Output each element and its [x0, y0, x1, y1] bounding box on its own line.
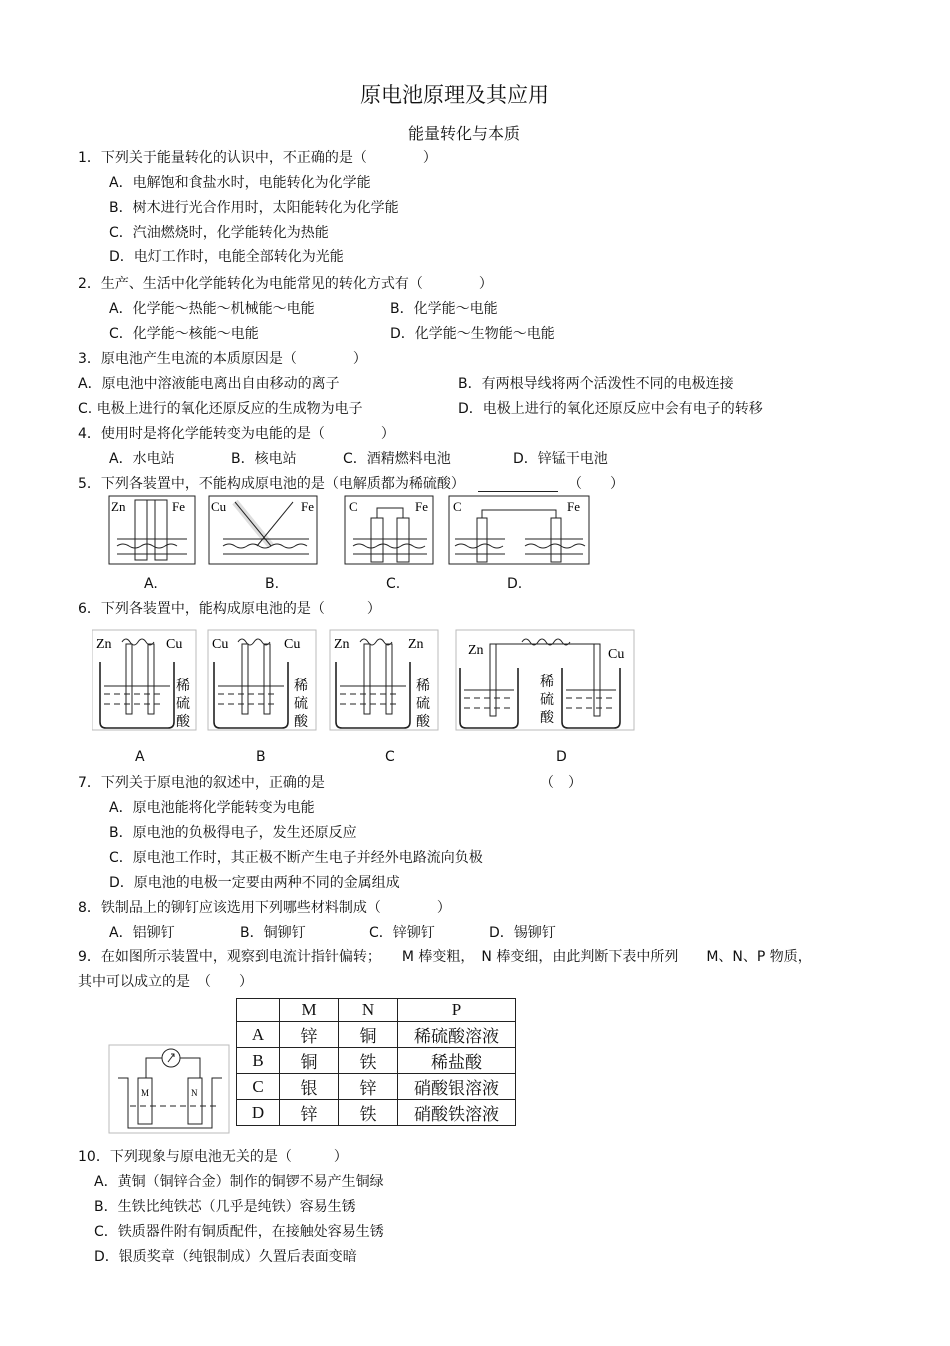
question-5-answer-paren: （ ） [568, 476, 624, 492]
question-9-stem-line1: 9．在如图所示装置中，观察到电流计指针偏转； M 棒变粗， N 棒变细，由此判断下表中所列 M、N、P 物质， [78, 949, 812, 965]
q5-d-electrode-left: C [453, 499, 462, 514]
question-4-option-b: B．核电站 [231, 451, 297, 467]
q6-label-d: D [556, 749, 567, 765]
q5-figure-b [209, 496, 317, 564]
q6-b-solution-2: 硫 [294, 697, 308, 712]
question-7-stem: 7．下列关于原电池的叙述中，正确的是 [78, 775, 325, 791]
question-2-option-a: A．化学能～热能～机械能～电能 [109, 301, 315, 317]
q6-figure-c [330, 630, 438, 730]
question-3-option-a: A．原电池中溶液能电离出自由移动的离子 [78, 376, 340, 392]
question-1-option-a: A．电解饱和食盐水时，电能转化为化学能 [109, 175, 371, 191]
q6-a-electrode-right: Cu [166, 637, 183, 652]
question-6-figures [92, 628, 637, 734]
q6-a-electrode-left: Zn [96, 637, 112, 652]
table-row [237, 1048, 516, 1074]
q6-label-a: A [135, 749, 145, 765]
table-cell: 稀盐酸 [398, 1048, 516, 1074]
q6-d-solution-1: 稀 [540, 675, 554, 690]
question-8-option-b: B．铜铆钉 [240, 925, 306, 941]
q6-b-solution-3: 酸 [294, 715, 308, 730]
q6-figure-a [92, 630, 196, 730]
question-2-stem: 2．生产、生活中化学能转化为电能常见的转化方式有（ ） [78, 276, 493, 292]
question-8-option-d: D．锡铆钉 [489, 925, 556, 941]
q6-c-solution-2: 硫 [416, 697, 430, 712]
table-cell: D [237, 1100, 280, 1126]
table-cell: 银 [280, 1074, 339, 1100]
q5-d-electrode-right: Fe [567, 499, 580, 514]
table-cell: 锌 [339, 1074, 398, 1100]
table-cell: 铜 [339, 1022, 398, 1048]
table-cell: C [237, 1074, 280, 1100]
question-10-option-d: D．银质奖章（纯银制成）久置后表面变暗 [94, 1249, 357, 1265]
question-9-stem-line2: 其中可以成立的是 （ ） [78, 974, 253, 990]
q6-d-solution-2: 硫 [540, 693, 554, 708]
question-10-option-c: C．铁质器件附有铜质配件，在接触处容易生锈 [94, 1224, 384, 1240]
q5-c-electrode-right: Fe [415, 499, 428, 514]
question-1-stem: 1．下列关于能量转化的认识中，不正确的是（ ） [78, 150, 437, 166]
table-cell: 锌 [280, 1100, 339, 1126]
question-1-option-d: D．电灯工作时，电能全部转化为光能 [109, 249, 344, 265]
q9-electrode-n: N [191, 1088, 198, 1098]
question-6-stem: 6．下列各装置中，能构成原电池的是（ ） [78, 601, 381, 617]
question-3-stem: 3．原电池产生电流的本质原因是（ ） [78, 351, 367, 367]
page-title: 原电池原理及其应用 [360, 83, 549, 107]
question-5-stem: 5．下列各装置中，不能构成原电池的是（电解质都为稀硫酸） [78, 476, 465, 492]
question-1-option-b: B．树木进行光合作用时，太阳能转化为化学能 [109, 200, 399, 216]
q6-a-solution-2: 硫 [176, 697, 190, 712]
question-2-option-d: D．化学能～生物能～电能 [390, 326, 555, 342]
table-cell: 铁 [339, 1048, 398, 1074]
question-8-option-a: A．铝铆钉 [109, 925, 175, 941]
q5-figure-c [345, 496, 433, 564]
table-cell: 硝酸银溶液 [398, 1074, 516, 1100]
q6-b-solution-1: 稀 [294, 679, 308, 694]
question-7-option-b: B．原电池的负极得电子，发生还原反应 [109, 825, 357, 841]
q6-figure-b [208, 630, 316, 730]
table-cell: A [237, 1022, 280, 1048]
table-cell: 稀硫酸溶液 [398, 1022, 516, 1048]
q5-a-electrode-right: Fe [172, 499, 185, 514]
question-7-option-d: D．原电池的电极一定要由两种不同的金属组成 [109, 875, 400, 891]
table-header-cell: M [280, 999, 339, 1022]
table-cell: 锌 [280, 1022, 339, 1048]
question-10-option-a: A．黄铜（铜锌合金）制作的铜锣不易产生铜绿 [94, 1174, 384, 1190]
question-7-answer-paren: （ ） [540, 775, 582, 791]
q5-label-b: B. [265, 576, 280, 592]
question-7-option-c: C．原电池工作时，其正极不断产生电子并经外电路流向负极 [109, 850, 483, 866]
table-row [237, 1100, 516, 1126]
q6-d-electrode-right: Cu [608, 647, 625, 662]
table-row [237, 1074, 516, 1100]
q5-figure-a [109, 496, 195, 564]
question-4-stem: 4．使用时是将化学能转变为电能的是（ ） [78, 426, 395, 442]
question-4-option-d: D．锌锰干电池 [513, 451, 608, 467]
q6-a-solution-3: 酸 [176, 715, 190, 730]
question-1-option-c: C．汽油燃烧时，化学能转化为热能 [109, 225, 329, 241]
q6-d-solution-3: 酸 [540, 711, 554, 726]
table-row [237, 1022, 516, 1048]
question-4-option-c: C．酒精燃料电池 [343, 451, 451, 467]
table-header-cell: N [339, 999, 398, 1022]
q6-c-electrode-right: Zn [408, 637, 424, 652]
q6-b-electrode-left: Cu [212, 637, 229, 652]
question-5-figures [105, 494, 595, 574]
section-heading: 能量转化与本质 [408, 124, 521, 143]
question-9-apparatus [108, 1044, 232, 1136]
question-3-option-c: C. 电极上进行的氧化还原反应的生成物为电子 [78, 401, 363, 417]
q5-a-electrode-left: Zn [111, 499, 126, 514]
table-cell: 铜 [280, 1048, 339, 1074]
table-header-cell: P [398, 999, 516, 1022]
q6-b-electrode-right: Cu [284, 637, 301, 652]
q9-electrode-m: M [141, 1088, 150, 1098]
question-9-table [236, 998, 516, 1126]
q6-label-c: C [385, 749, 395, 765]
q5-label-c: C. [386, 576, 401, 592]
question-2-option-c: C．化学能～核能～电能 [109, 326, 259, 342]
question-10-option-b: B．生铁比纯铁芯（几乎是纯铁）容易生锈 [94, 1199, 356, 1215]
question-4-option-a: A．水电站 [109, 451, 175, 467]
q6-a-solution-1: 稀 [176, 679, 190, 694]
table-header-row [237, 999, 516, 1022]
q5-b-electrode-left: Cu [211, 499, 227, 514]
question-8-stem: 8．铁制品上的铆钉应该选用下列哪些材料制成（ ） [78, 900, 451, 916]
q5-figure-d [449, 496, 589, 564]
q5-c-electrode-left: C [349, 499, 358, 514]
q6-c-solution-3: 酸 [416, 715, 430, 730]
table-cell: 硝酸铁溶液 [398, 1100, 516, 1126]
table-cell: 铁 [339, 1100, 398, 1126]
q5-label-a: A. [144, 576, 158, 592]
q6-c-solution-1: 稀 [416, 679, 430, 694]
question-3-option-b: B．有两根导线将两个活泼性不同的电极连接 [458, 376, 734, 392]
question-5-underline [478, 491, 558, 492]
q6-d-electrode-left: Zn [468, 643, 484, 658]
q6-figure-d [456, 630, 634, 730]
question-7-option-a: A．原电池能将化学能转变为电能 [109, 800, 315, 816]
question-3-option-d: D．电极上进行的氧化还原反应中会有电子的转移 [458, 401, 763, 417]
question-8-option-c: C．锌铆钉 [369, 925, 435, 941]
question-10-stem: 10．下列现象与原电池无关的是（ ） [78, 1149, 348, 1165]
table-cell: B [237, 1048, 280, 1074]
q5-b-electrode-right: Fe [301, 499, 314, 514]
q6-c-electrode-left: Zn [334, 637, 350, 652]
question-2-option-b: B．化学能～电能 [390, 301, 498, 317]
q6-label-b: B [256, 749, 266, 765]
q5-label-d: D. [507, 576, 523, 592]
table-header-cell [237, 999, 280, 1022]
